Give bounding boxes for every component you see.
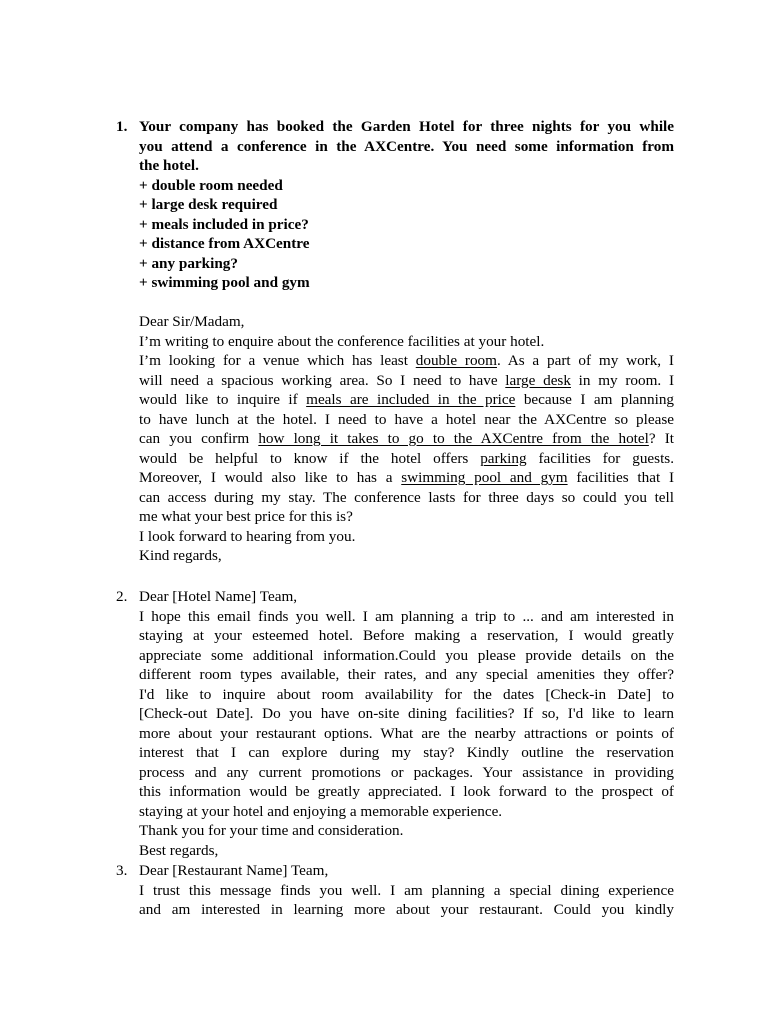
letter-line: [Check-out Date]. Do you have on-site dining facilities? If so, I'd like to learn (139, 705, 674, 722)
letter-signoff: Kind regards, (139, 547, 222, 564)
highlight-double-room: double room (415, 352, 497, 369)
task-prompt-line: the hotel. (139, 157, 199, 174)
letter-line: Moreover, I would also like to has a swimming pool and gym facilities that I (139, 469, 674, 486)
letter-line: I’m looking for a venue which has least double room. As a part of my work, I (139, 352, 674, 369)
letter-body (139, 587, 674, 860)
requirement-note: + meals included in price? (139, 215, 309, 233)
letter-line: this information would be greatly appreciated. I look forward to the prospect of (139, 783, 674, 800)
letter-line: can access during my stay. The conference lasts for three days so could you tell (139, 488, 674, 506)
letter-line: and am interested in learning more about your restaurant. Could you kindly (139, 901, 674, 918)
task-prompt-line: you attend a conference in the AXCentre. You need some information from (139, 137, 674, 155)
task-prompt-line: Your company has booked the Garden Hotel for three nights for you while (139, 118, 674, 135)
letter-line: to have lunch at the hotel. I need to have a hotel near the AXCentre so please (139, 410, 674, 428)
requirement-note: + swimming pool and gym (139, 274, 310, 291)
letter-line: process and any current promotions or packages. Your assistance in providing (139, 763, 674, 781)
letter-line: would be helpful to know if the hotel offers parking facilities for guests. (139, 449, 674, 467)
requirement-note: + distance from AXCentre (139, 235, 310, 252)
letter-line: me what your best price for this is? (139, 508, 353, 525)
letter-greeting: Dear [Restaurant Name] Team, (139, 862, 329, 879)
letter-signoff: Best regards, (139, 841, 219, 859)
letter-closing: I look forward to hearing from you. (139, 527, 356, 545)
letter-line: interest that I can explore during my stay? Kindly outline the reservation (139, 744, 674, 761)
item-number: 1. (116, 118, 128, 135)
requirement-note: + double room needed (139, 176, 283, 194)
letter-line: staying at your hotel and enjoying a memorable experience. (139, 802, 503, 820)
letter-line: would like to inquire if meals are included in the price because I am planning (139, 391, 674, 408)
highlight-parking: parking (480, 449, 527, 467)
letter-line: will need a spacious working area. So I need to have large desk in my room. I (139, 371, 674, 389)
item-number: 3. (116, 862, 128, 879)
letter-greeting: Dear Sir/Madam, (139, 313, 245, 330)
requirement-note: + large desk required (139, 196, 278, 213)
letter-line: more about your restaurant options. What are the nearby attractions or points of (139, 724, 674, 742)
blank-line (139, 293, 674, 313)
task-body (139, 117, 674, 566)
highlight-pool-gym: swimming pool and gym (401, 469, 568, 486)
highlight-meals: meals are included in the price (306, 391, 516, 408)
letter-line: I trust this message finds you well. I am planning a special dining experience (139, 881, 674, 899)
highlight-distance: how long it takes to go to the AXCentre from the hotel (258, 430, 649, 447)
letter-line: can you confirm how long it takes to go to the AXCentre from the hotel? It (139, 430, 674, 447)
letter-line: I'd like to inquire about room availability for the dates [Check-in Date] to (139, 685, 674, 703)
letter-intro: I’m writing to enquire about the conference facilities at your hotel. (139, 332, 545, 350)
letter-body (139, 861, 674, 920)
item-number: 2. (116, 588, 128, 605)
letter-thanks: Thank you for your time and consideration. (139, 822, 404, 839)
letter-line: I hope this email finds you well. I am planning a trip to ... and am interested in (139, 607, 674, 625)
letter-greeting: Dear [Hotel Name] Team, (139, 588, 298, 605)
letter-line: staying at your esteemed hotel. Before making a reservation, I would greatly (139, 627, 674, 644)
requirement-note: + any parking? (139, 254, 238, 272)
highlight-large-desk: large desk (505, 371, 571, 389)
letter-line: appreciate some additional information.Could you please provide details on the (139, 646, 674, 664)
letter-line: different room types available, their rates, and any special amenities they offer? (139, 666, 674, 683)
